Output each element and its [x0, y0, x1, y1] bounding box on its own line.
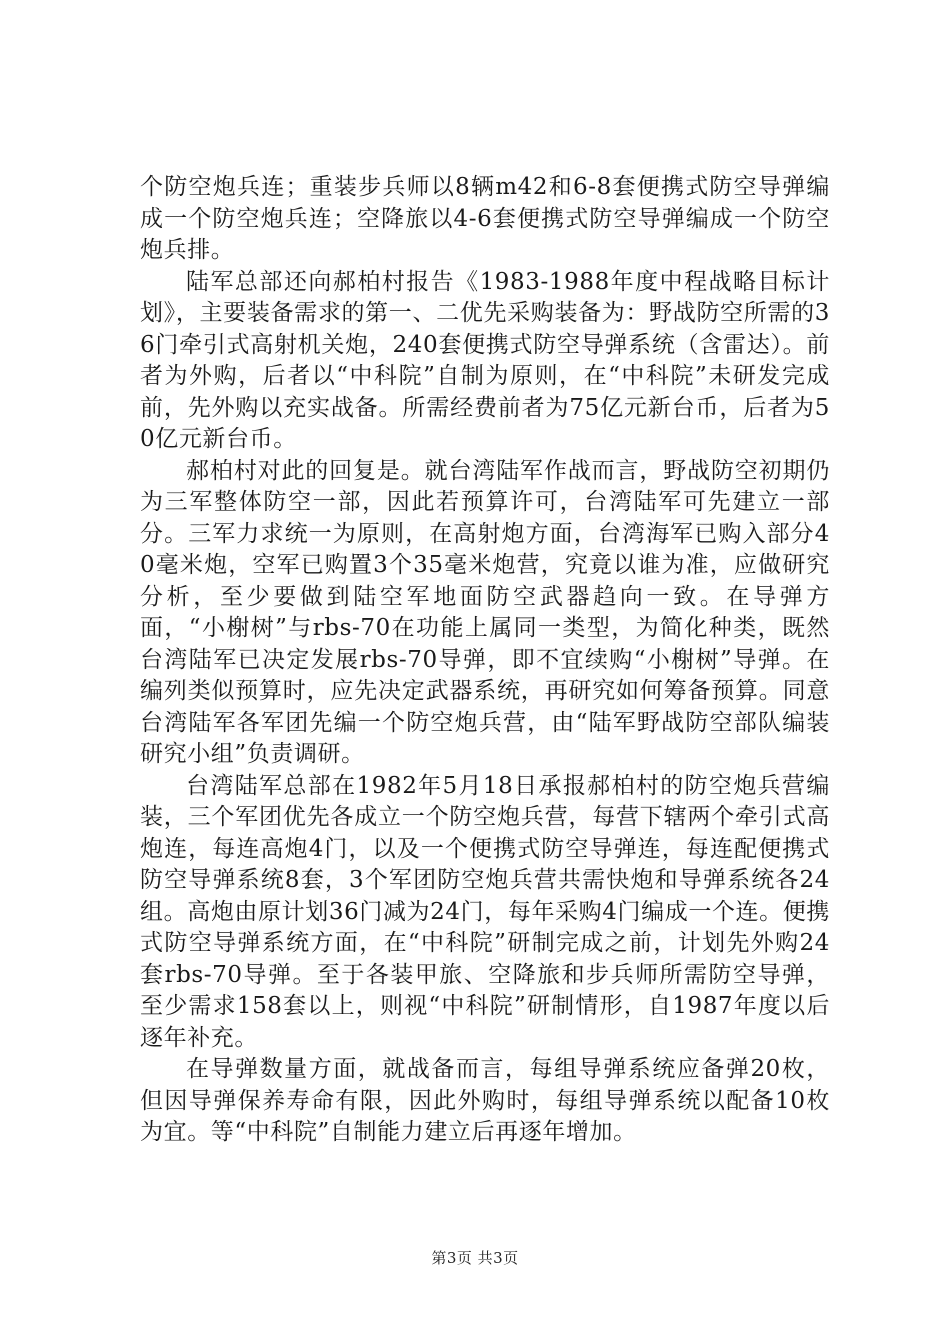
paragraph-continuation: 个防空炮兵连；重装步兵师以8辆m42和6-8套便携式防空导弹编成一个防空炮兵连；空降旅以4-6套便携式防空导弹编成一个防空炮兵排。 — [140, 174, 830, 263]
page-footer: 第3页 共3页 — [431, 1249, 519, 1267]
document-body — [140, 172, 830, 1149]
paragraph: 台湾陆军总部在1982年5月18日承报郝柏村的防空炮兵营编装，三个军团优先各成立一个防空炮兵营，每营下辖两个牵引式高炮连，每连高炮4门，以及一个便携式防空导弹连，每连配便携式防空导弹系统8套，3个军团防空炮兵营共需快炮和导弹系统各24组。高炮由原计划36门减为24门，每年采购4门编成一个连。便携式防空导弹系统方面，在“中科院”研制完成之前，计划先外购24套rbs-70导弹。至于各装甲旅、空降旅和步兵师所需防空导弹，至少需求158套以上，则视“中科院”研制情形，自1987年度以后逐年补充。 — [140, 772, 830, 1051]
paragraph: 郝柏村对此的回复是。就台湾陆军作战而言，野战防空初期仍为三军整体防空一部，因此若预算许可，台湾陆军可先建立一部分。三军力求统一为原则，在高射炮方面，台湾海军已购入部分40毫米炮，空军已购置3个35毫米炮营，究竟以谁为准，应做研究分析，至少要做到陆空军地面防空武器趋向一致。在导弹方面，“小榭树”与rbs-70在功能上属同一类型，为简化种类，既然台湾陆军已决定发展rbs-70导弹，即不宜续购“小榭树”导弹。在编列类似预算时，应先决定武器系统，再研究如何筹备预算。同意台湾陆军各军团先编一个防空炮兵营，由“陆军野战防空部队编装研究小组”负责调研。 — [140, 457, 830, 767]
paragraph: 在导弹数量方面，就战备而言，每组导弹系统应备弹20枚，但因导弹保养寿命有限，因此外购时，每组导弹系统以配备10枚为宜。等“中科院”自制能力建立后再逐年增加。 — [140, 1056, 830, 1145]
paragraph: 陆军总部还向郝柏村报告《1983-1988年度中程战略目标计划》，主要装备需求的第一、二优先采购装备为：野战防空所需的36门牵引式高射机关炮，240套便携式防空导弹系统（含雷达）。前者为外购，后者以“中科院”自制为原则，在“中科院”未研发完成前，先外购以充实战备。所需经费前者为75亿元新台币，后者为50亿元新台币。 — [140, 268, 830, 452]
